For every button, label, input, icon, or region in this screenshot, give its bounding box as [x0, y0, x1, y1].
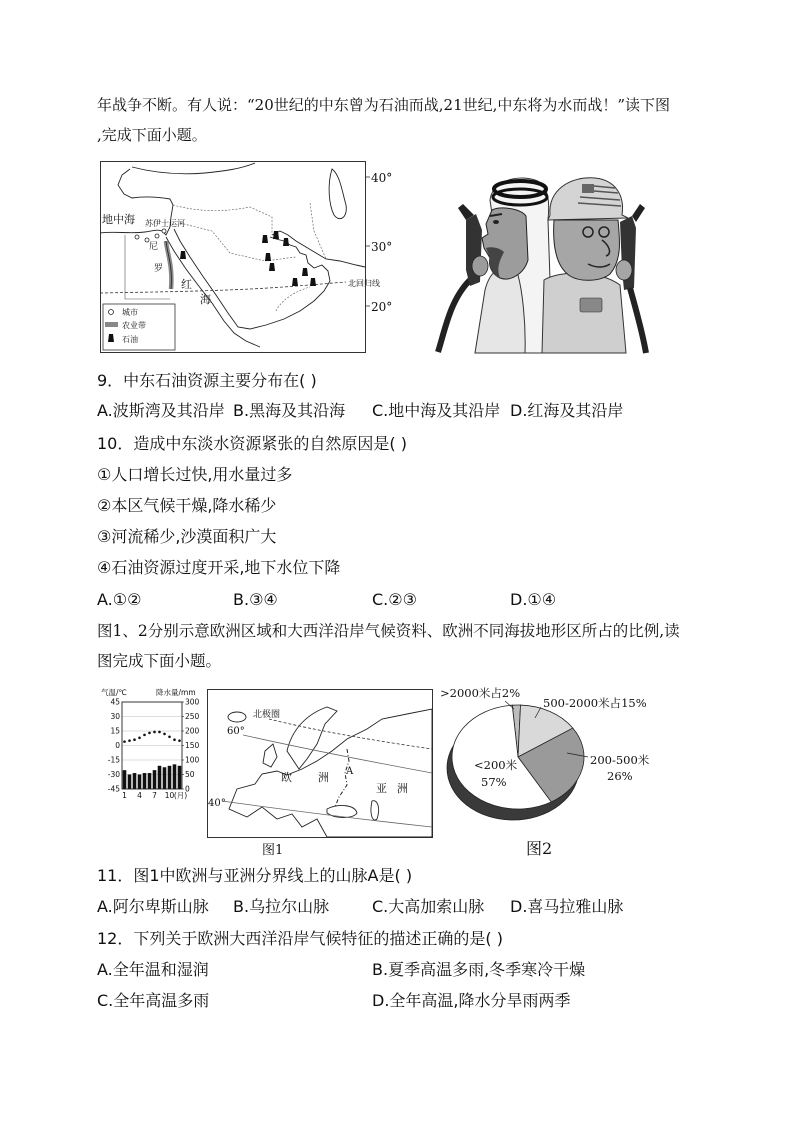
left-figure-eye [493, 220, 499, 224]
precip-bar [143, 773, 147, 789]
label-lat-40: 40° [371, 171, 393, 185]
q10-statement-2: ②本区气候干燥,降水稀少 [97, 496, 277, 515]
q11-option-b: B.乌拉尔山脉 [233, 897, 330, 916]
temp-dot [158, 731, 161, 734]
precip-bar [148, 773, 152, 789]
pie-label-above-2000: >2000米占2% [440, 686, 521, 700]
pie-label-below-200: <200米 [474, 758, 518, 772]
climate-month-tick-label: 10 [164, 791, 175, 800]
climate-precip-tick-label: 0 [185, 784, 190, 794]
q9-stem: 9．中东石油资源主要分布在( ) [97, 371, 317, 390]
temp-dot [128, 739, 131, 742]
oil-marker [310, 278, 316, 286]
precip-bar [128, 775, 132, 790]
temp-dot [168, 736, 171, 739]
label-nile-2: 罗 [154, 264, 164, 274]
label-asia-2: 洲 [397, 782, 408, 795]
right-figure-hand [616, 260, 632, 280]
intro-line-1: 年战争不断。有人说：“20世纪的中东曾为石油而战,21世纪,中东将为水而战！”读下图 [97, 96, 671, 114]
q12-option-c: C.全年高温多雨 [97, 991, 210, 1010]
precip-bar [173, 764, 177, 789]
right-fuel-nozzle-tip [632, 204, 645, 222]
left-figure-face [482, 208, 528, 279]
label-lat-40: 40° [208, 798, 226, 809]
legend-city-icon [109, 310, 114, 315]
pie-label-500-2000: 500-2000米占15% [543, 696, 647, 710]
map-legend [103, 304, 175, 350]
middle-east-map [100, 161, 400, 354]
q9-option-a: A.波斯湾及其沿岸 [97, 401, 225, 420]
city-marker [135, 235, 139, 239]
figure-intro-line-1: 图1、2分别示意欧洲区域和大西洋沿岸气候资料、欧洲不同海拔地形区所占的比例,读 [97, 622, 680, 640]
climate-temp-tick-label: 30 [110, 712, 120, 721]
caspian-sea [371, 801, 379, 820]
temp-dot [148, 732, 151, 735]
right-fuel-hose [630, 288, 646, 353]
q11-option-c: C.大高加索山脉 [372, 897, 485, 916]
precip-bar [133, 773, 137, 789]
oil-marker [180, 251, 186, 259]
right-figure-patch [580, 298, 602, 312]
climate-month-tick-label: 1 [122, 791, 127, 800]
label-asia-1: 亚 [376, 782, 387, 795]
oil-marker [269, 263, 275, 271]
right-figure-shirt [542, 273, 626, 353]
climate-temp-tick-label: -30 [107, 770, 120, 779]
legend-oil-icon [108, 334, 114, 342]
pie-value-below-200: 57% [481, 775, 507, 789]
iceland [228, 712, 246, 722]
temp-dot [138, 736, 141, 739]
pie-label-200-500: 200-500米 [590, 753, 650, 767]
climate-precip-tick-label: 100 [185, 755, 200, 765]
climate-precip-tick-label: 300 [185, 697, 200, 707]
temp-dot [123, 740, 126, 743]
label-red-sea-2: 海 [200, 293, 211, 306]
climate-precip-tick-label: 250 [185, 712, 200, 721]
temp-dot [133, 738, 136, 741]
climate-temp-tick-label: 0 [115, 741, 120, 750]
figure-intro-line-2: 图完成下面小题。 [97, 652, 222, 670]
left-figure-hand [472, 256, 488, 276]
label-tropic-of-cancer: 北回归线 [348, 279, 380, 288]
label-lat-60: 60° [227, 726, 245, 737]
q9-option-c: C.地中海及其沿岸 [372, 401, 501, 420]
oil-marker [265, 253, 271, 261]
city-marker [162, 229, 166, 233]
label-red-sea-1: 红 [181, 278, 192, 291]
q11-option-d: D.喜马拉雅山脉 [510, 897, 624, 916]
q11-option-a: A.阿尔卑斯山脉 [97, 897, 209, 916]
elevation-pie-chart [435, 683, 663, 833]
temp-dot [178, 739, 181, 742]
climate-month-tick-label: 7 [152, 791, 157, 800]
legend-city-label: 城市 [122, 308, 138, 317]
precip-bar [138, 775, 142, 790]
q9-option-b: B.黑海及其沿海 [233, 401, 346, 420]
precip-bar [158, 766, 162, 789]
q10-option-c: C.②③ [372, 590, 417, 609]
label-lat-20: 20° [371, 300, 393, 314]
flag-icon [582, 184, 594, 193]
climate-xlabel: (月) [173, 791, 188, 800]
climate-y2label: 降水量/mm [156, 688, 196, 697]
q12-option-b: B.夏季高温多雨,冬季寒冷干燥 [372, 960, 586, 979]
climate-ylabel: 气温/℃ [101, 688, 127, 697]
oil-marker [292, 278, 298, 286]
label-lat-30: 30° [371, 240, 393, 254]
precip-bar [123, 770, 127, 789]
oil-marker [273, 231, 279, 239]
climate-precip-tick-label: 200 [185, 726, 200, 736]
figure-2-caption: 图2 [526, 839, 553, 858]
oil-marker [283, 238, 289, 246]
q10-option-a: A.①② [97, 590, 142, 609]
figure-1-caption: 图1 [262, 843, 284, 858]
label-suez-canal: 苏伊士运河 [145, 219, 185, 228]
label-europe-1: 欧 [281, 771, 292, 784]
pie-value-200-500: 26% [607, 769, 633, 783]
climate-temp-dots [123, 731, 181, 743]
climate-chart [100, 686, 206, 804]
oil-marker [302, 268, 308, 276]
temp-dot [173, 738, 176, 741]
climate-temp-tick-label: -45 [107, 784, 120, 794]
q10-stem: 10．造成中东淡水资源紧张的自然原因是( ) [97, 434, 407, 453]
q10-option-d: D.①④ [510, 590, 557, 609]
precip-bar [153, 770, 157, 789]
q12-option-d: D.全年高温,降水分旱雨两季 [372, 991, 571, 1010]
q12-stem: 12．下列关于欧洲大西洋沿岸气候特征的描述正确的是( ) [97, 929, 503, 948]
legend-oil-label: 石油 [122, 335, 138, 344]
oil-marker [262, 235, 268, 243]
q12-option-a: A.全年温和湿润 [97, 960, 209, 979]
precip-bar [178, 766, 182, 789]
temp-dot [163, 733, 166, 736]
legend-agri-label: 农业带 [122, 321, 146, 330]
label-nile-1: 尼 [149, 242, 159, 252]
legend-agri-icon [105, 322, 118, 327]
q11-stem: 11．图1中欧洲与亚洲分界线上的山脉A是( ) [97, 866, 413, 885]
temp-dot [153, 731, 156, 734]
label-mediterranean: 地中海 [102, 213, 135, 226]
climate-precip-tick-label: 50 [185, 770, 195, 779]
climate-temp-tick-label: 45 [110, 697, 120, 707]
q10-statement-1: ①人口增长过快,用水量过多 [97, 465, 293, 484]
q10-statement-3: ③河流稀少,沙漠面积广大 [97, 527, 277, 546]
climate-month-tick-label: 4 [137, 791, 142, 800]
q9-option-d: D.红海及其沿岸 [510, 401, 624, 420]
label-mountain-a: A [346, 766, 354, 777]
climate-precip-bars [123, 764, 182, 789]
left-fuel-hose [438, 280, 470, 352]
precip-bar [163, 767, 167, 789]
climate-temp-tick-label: 15 [110, 726, 120, 736]
q10-statement-4: ④石油资源过度开采,地下水位下降 [97, 558, 341, 577]
temp-dot [143, 734, 146, 737]
climate-temp-tick-label: -15 [107, 755, 120, 765]
europe-map [207, 689, 434, 839]
oil-cartoon-illustration [430, 170, 652, 353]
precip-bar [168, 766, 172, 789]
intro-line-2: ,完成下面小题。 [97, 126, 207, 144]
climate-precip-tick-label: 150 [185, 741, 200, 750]
city-marker [155, 234, 159, 238]
q10-option-b: B.③④ [233, 590, 278, 609]
label-europe-2: 洲 [318, 771, 329, 784]
label-arctic-circle: 北极圈 [253, 710, 281, 720]
